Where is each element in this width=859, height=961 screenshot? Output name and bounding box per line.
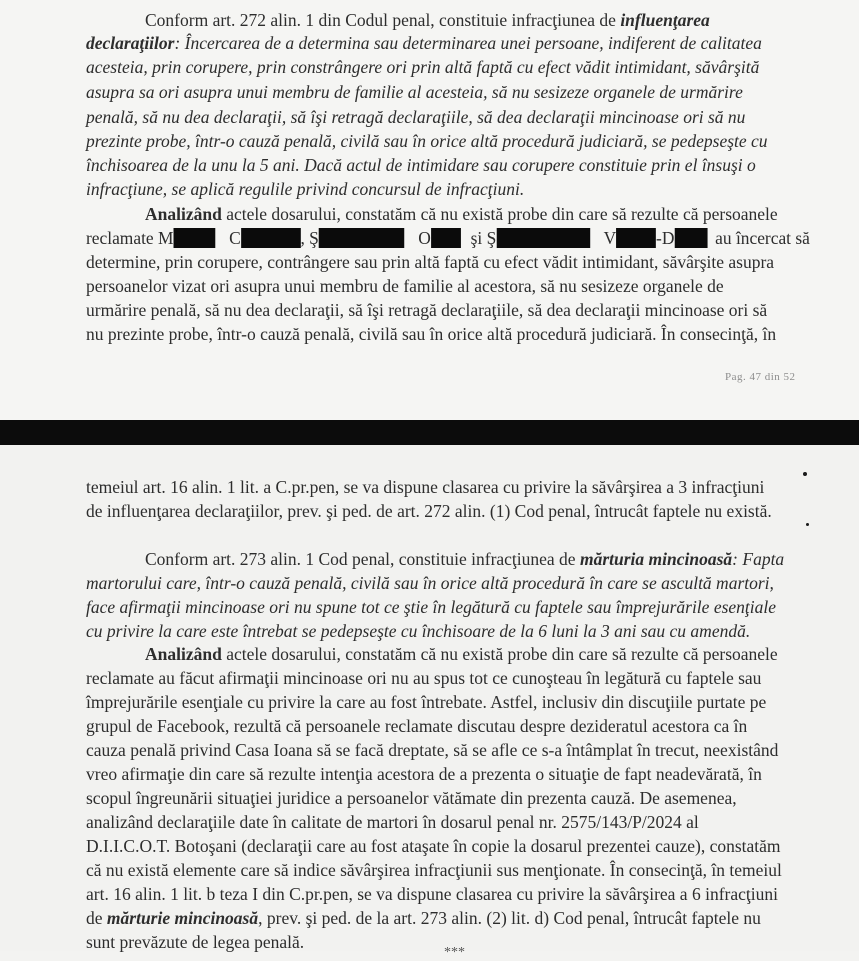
redaction-bar [616, 228, 656, 248]
text-line: D.I.I.C.O.T. Botoşani (declaraţii care au fost ataşate în copie la dosarul prezentei cauze), constatăm [86, 836, 781, 856]
text-line: temeiul art. 16 alin. 1 lit. a C.pr.pen, se va dispune clasarea cu privire la săvârşirea a 3 infracţiuni [86, 477, 765, 497]
redaction-bar [431, 228, 461, 248]
text-line: reclamate au făcut afirmaţii mincinoase ori nu au spus tot ce cunoşteau în legătură cu faptele sau [86, 668, 762, 688]
text-line: art. 16 alin. 1 lit. b teza I din C.pr.pen, se va dispune clasarea cu privire la săvârşirea a 6 infracţiuni [86, 884, 778, 904]
text-span: : Încercarea de a determina sau determinarea unei persoane, indiferent de calitatea [174, 33, 762, 53]
scan-speck [803, 472, 807, 476]
text-line: determine, prin corupere, contrângere sau prin altă faptă cu efect vădit intimidant, săvârşite asupra [86, 252, 775, 272]
redaction-bar [173, 228, 215, 248]
text-span: O [418, 228, 431, 248]
text-line: infracţiune, se aplică regulile privind concursul de infracţiuni. [86, 179, 525, 199]
text-line: vreo afirmaţie din care să rezulte intenţia acestora de a prezenta o situaţie de fapt neadevărată, în [86, 764, 762, 784]
emphasis-term: mărturia mincinoasă [579, 549, 733, 569]
text-span: Conform art. 273 alin. 1 Cod penal, constituie infracţiunea de [145, 549, 580, 569]
text-line: închisoarea de la unu la 5 ani. Dacă actul de intimidare sau corupere constituie prin el însuşi o [86, 155, 756, 175]
emphasis-term: Analizând [145, 204, 222, 224]
text-span: Conform art. 272 alin. 1 din Codul penal, constituie infracţiunea de [145, 10, 621, 30]
page-number: Pag. 47 din 52 [725, 371, 796, 383]
text-line [86, 907, 761, 929]
text-line: grupul de Facebook, rezultă că persoanele reclamate discutau despre dezideratul acestora ca în [86, 716, 748, 736]
text-line: cauza penală privind Casa Ioana să se facă dreptate, să se afle ce s-a întâmplat în trecut, neexistând [86, 740, 779, 760]
text-span: C [229, 228, 241, 248]
redaction-bar [674, 228, 707, 248]
text-span: au încercat să [715, 228, 810, 248]
text-line: nu prezinte probe, într-o cauză penală, civilă sau în orice altă procedură judiciară. În consecinţă, în [86, 324, 777, 344]
text-line [145, 9, 710, 31]
redaction-bar [496, 228, 589, 248]
redaction-bar [241, 228, 301, 248]
scan-speck [806, 523, 809, 526]
emphasis-term: influenţarea [620, 10, 710, 30]
text-line [145, 548, 784, 570]
text-line: împrejurările esenţiale cu privire la care au fost întrebate. Astfel, inclusiv din discuţiile purtate pe [86, 692, 767, 712]
document-page-bottom [0, 445, 859, 960]
text-line: că nu există elemente care să indice săvârşirea infracţiunii sus menţionate. În consecinţă, în temeiul [86, 860, 782, 880]
text-line: asupra sa ori asupra unui membru de familie al acesteia, să nu sesizeze organele de urmărire [86, 82, 743, 102]
text-span: actele dosarului, constatăm că nu există probe din care să rezulte că persoanele [221, 204, 778, 224]
text-span: -D [656, 228, 675, 248]
page-separator [0, 420, 859, 445]
text-line: prezinte probe, într-o cauză penală, civilă sau în orice altă procedură judiciară, se pedepseşte cu [86, 131, 768, 151]
text-span: reclamate M [86, 228, 174, 248]
text-span: şi Ş [470, 228, 497, 248]
text-line: face afirmaţii mincinoase ori nu spune tot ce ştie în legătură cu faptele sau împrejurările esenţiale [86, 597, 777, 617]
text-span: actele dosarului, constatăm că nu există probe din care să rezulte că persoanele [221, 644, 778, 664]
text-line: sunt prevăzute de legea penală. [86, 932, 305, 952]
redaction-bar [319, 228, 405, 248]
emphasis-term: declaraţiilor [86, 33, 175, 53]
text-span: , Ş [300, 228, 319, 248]
text-line: de influenţarea declaraţiilor, prev. şi ped. de art. 272 alin. (1) Cod penal, întrucât faptele nu există. [86, 501, 772, 521]
text-line: urmărire penală, să nu dea declaraţii, să îşi retragă declaraţiile, să dea declaraţii mincinoase ori să [86, 300, 768, 320]
text-span: , prev. şi ped. de la art. 273 alin. (2) lit. d) Cod penal, întrucât faptele nu [258, 908, 761, 928]
text-line [145, 203, 778, 225]
emphasis-term: Analizând [145, 644, 222, 664]
text-line: acesteia, prin corupere, prin constrângere ori prin altă faptă cu efect vădit intimidant, săvârşită [86, 57, 760, 77]
text-line: martorului care, într-o cauză penală, civilă sau în orice altă procedură în care se ascultă martori, [86, 573, 774, 593]
text-span: : Fapta [732, 549, 785, 569]
emphasis-term: mărturie mincinoasă [106, 908, 259, 928]
text-line [145, 643, 778, 665]
text-span: de [86, 908, 107, 928]
text-line: scopul îngreunării situaţiei juridice a persoanelor vătămate din prezenta cauză. De asemenea, [86, 788, 737, 808]
text-span: V [603, 228, 617, 248]
document-page-top [0, 0, 859, 420]
text-line [86, 32, 762, 54]
text-line: cu privire la care este întrebat se pedepseşte cu închisoare de la 6 luni la 3 ani sau cu amendă. [86, 621, 751, 641]
text-line: analizând declaraţiile date în calitate de martori în dosarul penal nr. 2575/143/P/2024 al [86, 812, 699, 832]
text-line: persoanelor vizat ori asupra unui membru de familie al acestora, să nu sesizeze organele de [86, 276, 724, 296]
section-stars: *** [444, 945, 465, 960]
text-line-redacted [86, 227, 810, 249]
text-line: penală, să nu dea declaraţii, să îşi retragă declaraţiile, să dea declaraţii mincinoase ori să nu [86, 107, 746, 127]
